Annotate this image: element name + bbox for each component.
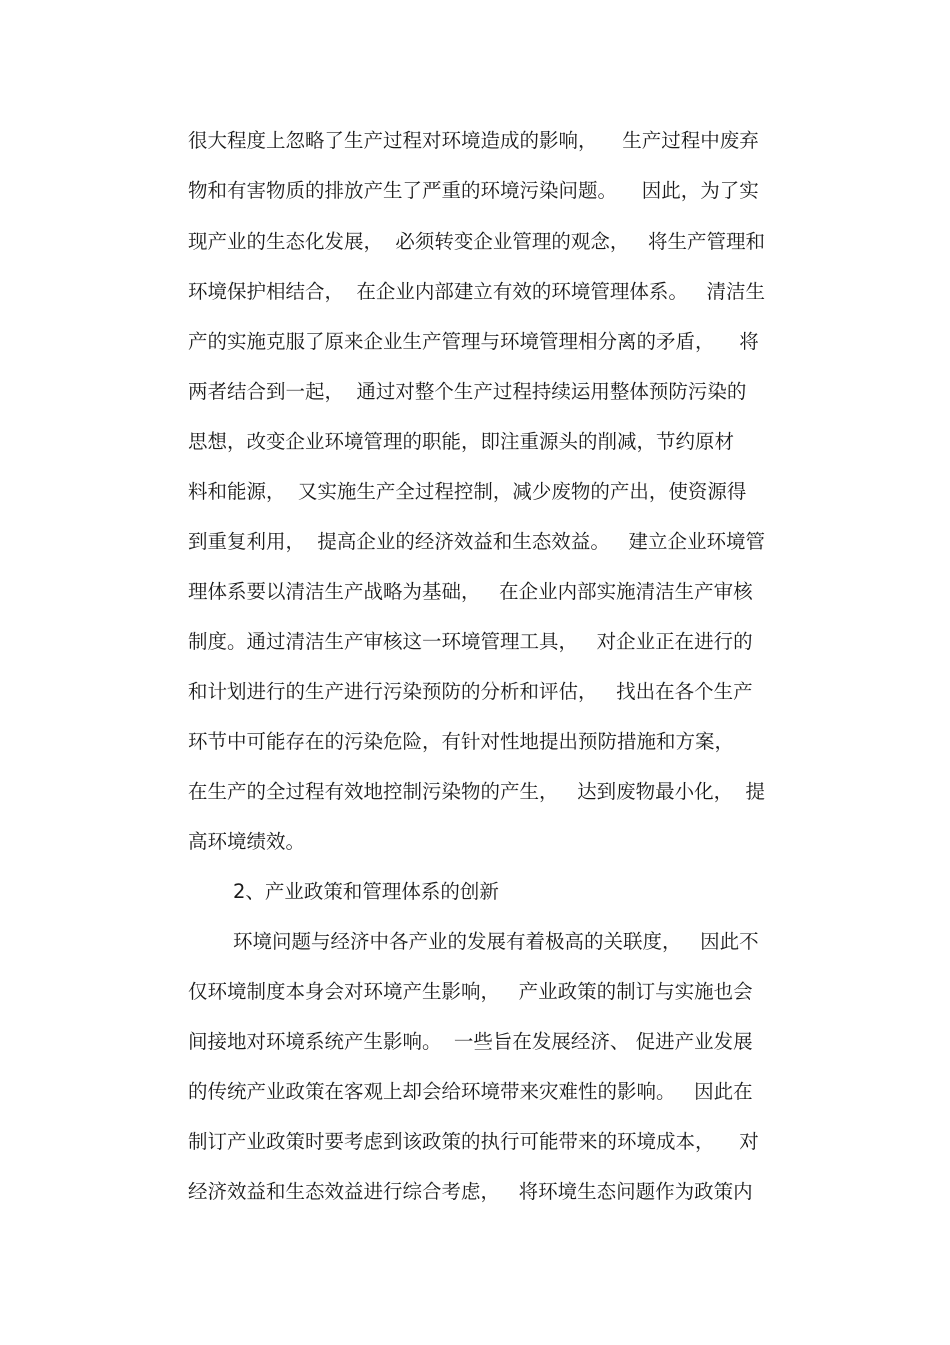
text-line: 两者结合到一起， 通过对整个生产过程持续运用整体预防污染的 [188,380,747,403]
text-line: 到重复利用， 提高企业的经济效益和生态效益。 建立企业环境管 [188,530,765,553]
text-line: 环境保护相结合， 在企业内部建立有效的环境管理体系。 清洁生 [188,280,765,303]
text-line: 在生产的全过程有效地控制污染物的产生， 达到废物最小化， 提 [188,780,765,803]
text-line: 环境问题与经济中各产业的发展有着极高的关联度， 因此不 [233,930,759,953]
text-line: 和计划进行的生产进行污染预防的分析和评估， 找出在各个生产 [188,680,753,703]
text-line: 环节中可能存在的污染危险，有针对性地提出预防措施和方案， [188,730,735,753]
text-line: 制度。通过清洁生产审核这一环境管理工具， 对企业正在进行的 [188,630,753,653]
text-line: 很大程度上忽略了生产过程对环境造成的影响， 生产过程中废弃 [188,129,759,152]
text-line: 理体系要以清洁生产战略为基础， 在企业内部实施清洁生产审核 [188,580,753,603]
text-line: 仅环境制度本身会对环境产生影响， 产业政策的制订与实施也会 [188,980,753,1003]
text-line: 制订产业政策时要考虑到该政策的执行可能带来的环境成本， 对 [188,1130,759,1153]
text-line: 的传统产业政策在客观上却会给环境带来灾难性的影响。 因此在 [188,1080,753,1103]
text-line: 料和能源， 又实施生产全过程控制，减少废物的产出，使资源得 [188,480,747,503]
text-line: 经济效益和生态效益进行综合考虑， 将环境生态问题作为政策内 [188,1180,753,1203]
section-heading: 2、产业政策和管理体系的创新 [233,880,499,903]
text-line: 高环境绩效。 [188,830,306,853]
text-line: 产的实施克服了原来企业生产管理与环境管理相分离的矛盾， 将 [188,330,759,353]
text-line: 现产业的生态化发展， 必须转变企业管理的观念， 将生产管理和 [188,230,765,253]
text-line: 间接地对环境系统产生影响。 一些旨在发展经济、 促进产业发展 [188,1030,753,1053]
text-line: 思想，改变企业环境管理的职能，即注重源头的削减，节约原材 [188,430,735,453]
text-line: 物和有害物质的排放产生了严重的环境污染问题。 因此，为了实 [188,179,759,202]
